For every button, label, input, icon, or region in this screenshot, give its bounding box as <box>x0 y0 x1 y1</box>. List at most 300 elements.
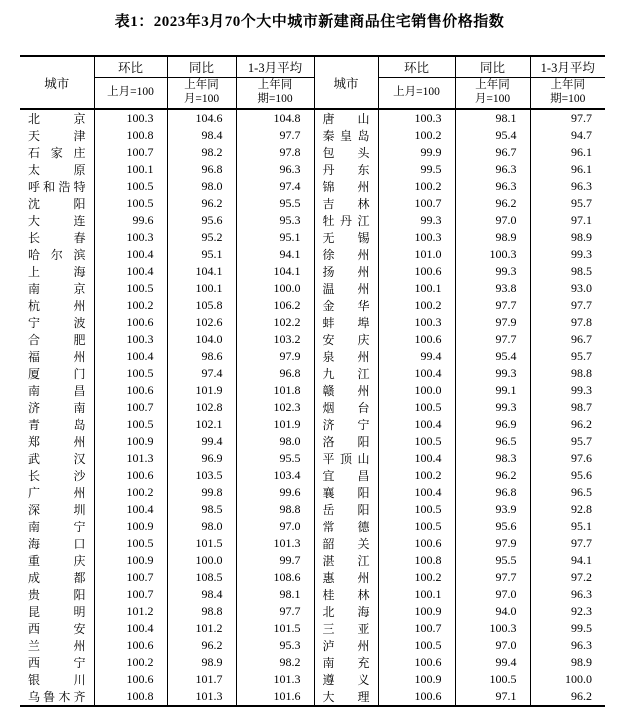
mom-value-right: 100.4 <box>378 365 455 382</box>
mom-value-left: 100.5 <box>94 195 167 212</box>
city-cell-right: 宜 昌 <box>314 467 378 484</box>
mom-value-left: 100.2 <box>94 654 167 671</box>
table-row <box>20 348 605 365</box>
price-index-table <box>20 55 605 707</box>
yoy-value-left: 98.0 <box>167 178 236 195</box>
mom-value-left: 100.9 <box>94 433 167 450</box>
table-row <box>20 195 605 212</box>
yoy-value-right: 96.2 <box>455 467 530 484</box>
city-cell-left: 武 汉 <box>20 450 94 467</box>
city-cell-left: 南 昌 <box>20 382 94 399</box>
yoy-value-left: 98.9 <box>167 654 236 671</box>
city-cell-right: 蚌 埠 <box>314 314 378 331</box>
page-title: 表1：2023年3月70个大中城市新建商品住宅销售价格指数 <box>114 14 505 30</box>
yoy-value-right: 97.1 <box>455 688 530 706</box>
city-cell-right: 韶 关 <box>314 535 378 552</box>
yoy-value-right: 97.7 <box>455 297 530 314</box>
yoy-value-right: 100.5 <box>455 671 530 688</box>
avg-value-right: 95.7 <box>530 433 605 450</box>
city-cell-right: 湛 江 <box>314 552 378 569</box>
avg-value-left: 97.7 <box>236 127 314 144</box>
city-cell-left: 合 肥 <box>20 331 94 348</box>
yoy-value-right: 96.3 <box>455 178 530 195</box>
city-cell-left: 西 宁 <box>20 654 94 671</box>
city-cell-left: 乌 鲁 木 齐 <box>20 688 94 706</box>
mom-value-left: 100.4 <box>94 501 167 518</box>
city-cell-left: 重 庆 <box>20 552 94 569</box>
city-cell-right: 赣 州 <box>314 382 378 399</box>
table-row <box>20 212 605 229</box>
city-cell-left: 杭 州 <box>20 297 94 314</box>
avg-value-right: 97.2 <box>530 569 605 586</box>
table-row <box>20 331 605 348</box>
table-row <box>20 484 605 501</box>
yoy-value-left: 96.9 <box>167 450 236 467</box>
avg-value-right: 96.1 <box>530 161 605 178</box>
avg-value-right: 98.7 <box>530 399 605 416</box>
avg-value-right: 92.3 <box>530 603 605 620</box>
city-cell-right: 唐 山 <box>314 109 378 127</box>
city-cell-right: 洛 阳 <box>314 433 378 450</box>
city-cell-left: 济 南 <box>20 399 94 416</box>
mom-value-left: 100.7 <box>94 144 167 161</box>
avg-value-left: 97.8 <box>236 144 314 161</box>
avg-value-right: 97.7 <box>530 109 605 127</box>
table-header <box>20 56 605 109</box>
avg-value-right: 94.7 <box>530 127 605 144</box>
table-row <box>20 127 605 144</box>
yoy-value-right: 96.5 <box>455 433 530 450</box>
city-cell-right: 惠 州 <box>314 569 378 586</box>
city-cell-right: 襄 阳 <box>314 484 378 501</box>
mom-value-right: 100.9 <box>378 671 455 688</box>
table-row <box>20 671 605 688</box>
yoy-value-left: 102.1 <box>167 416 236 433</box>
city-cell-right: 温 州 <box>314 280 378 297</box>
table-row <box>20 518 605 535</box>
yoy-value-right: 93.9 <box>455 501 530 518</box>
mom-value-left: 100.4 <box>94 348 167 365</box>
yoy-value-left: 96.2 <box>167 637 236 654</box>
yoy-value-right: 97.9 <box>455 535 530 552</box>
yoy-value-left: 98.8 <box>167 603 236 620</box>
table-row <box>20 688 605 706</box>
yoy-value-left: 95.2 <box>167 229 236 246</box>
yoy-value-right: 93.8 <box>455 280 530 297</box>
city-cell-left: 厦 门 <box>20 365 94 382</box>
table-row <box>20 654 605 671</box>
header-city-left: 城市 <box>20 56 94 109</box>
yoy-value-right: 96.3 <box>455 161 530 178</box>
city-cell-left: 郑 州 <box>20 433 94 450</box>
table-row <box>20 297 605 314</box>
mom-value-left: 100.4 <box>94 246 167 263</box>
city-cell-right: 烟 台 <box>314 399 378 416</box>
avg-value-right: 96.5 <box>530 484 605 501</box>
city-cell-right: 徐 州 <box>314 246 378 263</box>
mom-value-right: 100.6 <box>378 688 455 706</box>
avg-value-right: 97.8 <box>530 314 605 331</box>
yoy-value-left: 101.7 <box>167 671 236 688</box>
mom-value-left: 100.5 <box>94 178 167 195</box>
city-cell-left: 长 沙 <box>20 467 94 484</box>
yoy-value-right: 96.8 <box>455 484 530 501</box>
mom-value-right: 100.1 <box>378 586 455 603</box>
mom-value-left: 100.1 <box>94 161 167 178</box>
table-row <box>20 569 605 586</box>
avg-value-right: 96.3 <box>530 637 605 654</box>
mom-value-left: 100.9 <box>94 552 167 569</box>
table-row <box>20 109 605 127</box>
city-cell-left: 广 州 <box>20 484 94 501</box>
avg-value-left: 95.3 <box>236 637 314 654</box>
avg-value-right: 95.6 <box>530 467 605 484</box>
avg-value-left: 96.3 <box>236 161 314 178</box>
city-cell-right: 大 理 <box>314 688 378 706</box>
city-cell-right: 三 亚 <box>314 620 378 637</box>
avg-value-left: 104.1 <box>236 263 314 280</box>
mom-value-right: 100.6 <box>378 263 455 280</box>
mom-value-left: 100.7 <box>94 569 167 586</box>
table-row <box>20 314 605 331</box>
avg-value-left: 103.4 <box>236 467 314 484</box>
avg-value-right: 100.0 <box>530 671 605 688</box>
city-cell-right: 常 德 <box>314 518 378 535</box>
header-avg-base-left: 上年同 期=100 <box>236 78 314 110</box>
avg-value-left: 101.6 <box>236 688 314 706</box>
avg-value-right: 96.2 <box>530 416 605 433</box>
table-row <box>20 433 605 450</box>
table-row <box>20 399 605 416</box>
city-cell-left: 呼 和 浩 特 <box>20 178 94 195</box>
mom-value-left: 100.6 <box>94 467 167 484</box>
mom-value-left: 101.3 <box>94 450 167 467</box>
header-yoy-left: 同比 <box>167 56 236 78</box>
avg-value-left: 104.8 <box>236 109 314 127</box>
mom-value-right: 100.4 <box>378 484 455 501</box>
city-cell-left: 南 宁 <box>20 518 94 535</box>
mom-value-right: 100.8 <box>378 552 455 569</box>
table-row <box>20 382 605 399</box>
city-cell-left: 成 都 <box>20 569 94 586</box>
yoy-value-left: 97.4 <box>167 365 236 382</box>
yoy-value-left: 101.2 <box>167 620 236 637</box>
yoy-value-left: 95.6 <box>167 212 236 229</box>
city-cell-right: 济 宁 <box>314 416 378 433</box>
mom-value-right: 100.6 <box>378 654 455 671</box>
yoy-value-right: 95.4 <box>455 127 530 144</box>
header-mom-right: 环比 <box>378 56 455 78</box>
avg-value-left: 108.6 <box>236 569 314 586</box>
city-cell-left: 太 原 <box>20 161 94 178</box>
yoy-value-right: 99.3 <box>455 399 530 416</box>
city-cell-left: 天 津 <box>20 127 94 144</box>
mom-value-right: 100.5 <box>378 637 455 654</box>
mom-value-right: 100.0 <box>378 382 455 399</box>
yoy-value-left: 103.5 <box>167 467 236 484</box>
mom-value-right: 100.7 <box>378 620 455 637</box>
yoy-value-right: 98.1 <box>455 109 530 127</box>
avg-value-right: 98.8 <box>530 365 605 382</box>
yoy-value-left: 98.0 <box>167 518 236 535</box>
yoy-value-left: 101.5 <box>167 535 236 552</box>
yoy-value-right: 100.3 <box>455 246 530 263</box>
mom-value-right: 100.9 <box>378 603 455 620</box>
avg-value-left: 99.7 <box>236 552 314 569</box>
header-mom-base-right: 上月=100 <box>378 78 455 110</box>
yoy-value-right: 100.3 <box>455 620 530 637</box>
city-cell-right: 金 华 <box>314 297 378 314</box>
city-cell-left: 哈 尔 滨 <box>20 246 94 263</box>
mom-value-left: 100.3 <box>94 229 167 246</box>
avg-value-right: 98.9 <box>530 229 605 246</box>
city-cell-left: 银 川 <box>20 671 94 688</box>
avg-value-left: 94.1 <box>236 246 314 263</box>
mom-value-left: 100.5 <box>94 365 167 382</box>
avg-value-right: 99.5 <box>530 620 605 637</box>
avg-value-left: 95.3 <box>236 212 314 229</box>
yoy-value-left: 101.3 <box>167 688 236 706</box>
header-mom-base-left: 上月=100 <box>94 78 167 110</box>
mom-value-right: 100.5 <box>378 518 455 535</box>
yoy-value-right: 97.7 <box>455 331 530 348</box>
table-row <box>20 178 605 195</box>
yoy-value-right: 96.9 <box>455 416 530 433</box>
avg-value-left: 96.8 <box>236 365 314 382</box>
avg-value-right: 94.1 <box>530 552 605 569</box>
mom-value-left: 100.4 <box>94 263 167 280</box>
city-cell-right: 泸 州 <box>314 637 378 654</box>
city-cell-left: 大 连 <box>20 212 94 229</box>
city-cell-left: 深 圳 <box>20 501 94 518</box>
mom-value-right: 100.4 <box>378 450 455 467</box>
yoy-value-left: 98.6 <box>167 348 236 365</box>
mom-value-right: 100.2 <box>378 569 455 586</box>
mom-value-right: 100.1 <box>378 280 455 297</box>
mom-value-left: 100.6 <box>94 637 167 654</box>
city-cell-left: 海 口 <box>20 535 94 552</box>
header-yoy-base-left: 上年同 月=100 <box>167 78 236 110</box>
avg-value-left: 95.5 <box>236 450 314 467</box>
city-cell-right: 北 海 <box>314 603 378 620</box>
table-row <box>20 365 605 382</box>
avg-value-left: 95.5 <box>236 195 314 212</box>
city-cell-right: 牡 丹 江 <box>314 212 378 229</box>
yoy-value-right: 97.0 <box>455 212 530 229</box>
yoy-value-right: 96.2 <box>455 195 530 212</box>
city-cell-left: 兰 州 <box>20 637 94 654</box>
header-avg-left: 1-3月平均 <box>236 56 314 78</box>
table-row <box>20 229 605 246</box>
avg-value-right: 97.1 <box>530 212 605 229</box>
yoy-value-right: 99.3 <box>455 365 530 382</box>
city-cell-left: 沈 阳 <box>20 195 94 212</box>
avg-value-left: 102.3 <box>236 399 314 416</box>
mom-value-left: 100.3 <box>94 109 167 127</box>
table-row <box>20 280 605 297</box>
avg-value-right: 96.3 <box>530 178 605 195</box>
avg-value-left: 98.1 <box>236 586 314 603</box>
mom-value-right: 100.2 <box>378 127 455 144</box>
yoy-value-right: 99.1 <box>455 382 530 399</box>
avg-value-left: 101.8 <box>236 382 314 399</box>
table-row <box>20 620 605 637</box>
table-row <box>20 246 605 263</box>
yoy-value-right: 97.0 <box>455 586 530 603</box>
yoy-value-right: 95.6 <box>455 518 530 535</box>
mom-value-left: 100.6 <box>94 314 167 331</box>
avg-value-left: 97.9 <box>236 348 314 365</box>
mom-value-left: 100.3 <box>94 331 167 348</box>
avg-value-right: 96.3 <box>530 586 605 603</box>
table-row <box>20 263 605 280</box>
city-cell-left: 北 京 <box>20 109 94 127</box>
avg-value-right: 95.7 <box>530 348 605 365</box>
mom-value-right: 100.2 <box>378 178 455 195</box>
avg-value-left: 101.9 <box>236 416 314 433</box>
city-cell-left: 西 安 <box>20 620 94 637</box>
yoy-value-left: 99.4 <box>167 433 236 450</box>
avg-value-right: 98.9 <box>530 654 605 671</box>
city-cell-left: 上 海 <box>20 263 94 280</box>
table-row <box>20 501 605 518</box>
avg-value-left: 100.0 <box>236 280 314 297</box>
city-cell-right: 平 顶 山 <box>314 450 378 467</box>
mom-value-left: 100.5 <box>94 416 167 433</box>
table-row <box>20 637 605 654</box>
avg-value-left: 103.2 <box>236 331 314 348</box>
yoy-value-right: 94.0 <box>455 603 530 620</box>
mom-value-left: 100.8 <box>94 688 167 706</box>
mom-value-right: 100.2 <box>378 297 455 314</box>
mom-value-left: 100.5 <box>94 535 167 552</box>
yoy-value-right: 95.4 <box>455 348 530 365</box>
avg-value-right: 96.1 <box>530 144 605 161</box>
mom-value-left: 100.4 <box>94 620 167 637</box>
city-cell-right: 岳 阳 <box>314 501 378 518</box>
yoy-value-left: 96.8 <box>167 161 236 178</box>
mom-value-left: 100.7 <box>94 586 167 603</box>
avg-value-left: 102.2 <box>236 314 314 331</box>
city-cell-left: 青 岛 <box>20 416 94 433</box>
header-avg-right: 1-3月平均 <box>530 56 605 78</box>
city-cell-left: 南 京 <box>20 280 94 297</box>
city-cell-right: 九 江 <box>314 365 378 382</box>
avg-value-right: 97.6 <box>530 450 605 467</box>
mom-value-left: 100.6 <box>94 671 167 688</box>
city-cell-right: 吉 林 <box>314 195 378 212</box>
yoy-value-left: 98.4 <box>167 586 236 603</box>
city-cell-left: 石 家 庄 <box>20 144 94 161</box>
table-row <box>20 535 605 552</box>
yoy-value-left: 101.9 <box>167 382 236 399</box>
mom-value-right: 99.4 <box>378 348 455 365</box>
yoy-value-left: 104.1 <box>167 263 236 280</box>
header-mom-left: 环比 <box>94 56 167 78</box>
city-cell-right: 桂 林 <box>314 586 378 603</box>
header-yoy-right: 同比 <box>455 56 530 78</box>
avg-value-right: 93.0 <box>530 280 605 297</box>
avg-value-left: 97.4 <box>236 178 314 195</box>
avg-value-left: 101.3 <box>236 671 314 688</box>
yoy-value-left: 98.2 <box>167 144 236 161</box>
avg-value-left: 101.3 <box>236 535 314 552</box>
yoy-value-left: 104.0 <box>167 331 236 348</box>
mom-value-left: 100.9 <box>94 518 167 535</box>
yoy-value-left: 102.8 <box>167 399 236 416</box>
yoy-value-left: 108.5 <box>167 569 236 586</box>
yoy-value-right: 97.7 <box>455 569 530 586</box>
mom-value-right: 100.6 <box>378 331 455 348</box>
yoy-value-left: 102.6 <box>167 314 236 331</box>
avg-value-left: 95.1 <box>236 229 314 246</box>
yoy-value-right: 98.3 <box>455 450 530 467</box>
table-row <box>20 586 605 603</box>
mom-value-right: 100.4 <box>378 416 455 433</box>
mom-value-right: 100.5 <box>378 433 455 450</box>
table-body <box>20 109 605 706</box>
mom-value-left: 100.2 <box>94 484 167 501</box>
avg-value-left: 98.8 <box>236 501 314 518</box>
city-cell-right: 丹 东 <box>314 161 378 178</box>
table-row <box>20 161 605 178</box>
table-row <box>20 450 605 467</box>
city-cell-right: 泉 州 <box>314 348 378 365</box>
table-row <box>20 552 605 569</box>
header-city-right: 城市 <box>314 56 378 109</box>
mom-value-right: 100.5 <box>378 399 455 416</box>
avg-value-right: 92.8 <box>530 501 605 518</box>
avg-value-left: 97.0 <box>236 518 314 535</box>
table-row <box>20 144 605 161</box>
yoy-value-right: 99.3 <box>455 263 530 280</box>
avg-value-left: 99.6 <box>236 484 314 501</box>
city-cell-right: 无 锡 <box>314 229 378 246</box>
city-cell-right: 扬 州 <box>314 263 378 280</box>
avg-value-right: 97.7 <box>530 297 605 314</box>
mom-value-left: 99.6 <box>94 212 167 229</box>
header-avg-base-right: 上年同 期=100 <box>530 78 605 110</box>
avg-value-right: 99.3 <box>530 246 605 263</box>
avg-value-right: 97.7 <box>530 535 605 552</box>
avg-value-right: 95.1 <box>530 518 605 535</box>
mom-value-right: 99.9 <box>378 144 455 161</box>
yoy-value-left: 95.1 <box>167 246 236 263</box>
mom-value-left: 100.8 <box>94 127 167 144</box>
avg-value-right: 96.2 <box>530 688 605 706</box>
yoy-value-right: 98.9 <box>455 229 530 246</box>
yoy-value-left: 98.4 <box>167 127 236 144</box>
mom-value-left: 100.5 <box>94 280 167 297</box>
city-cell-right: 包 头 <box>314 144 378 161</box>
city-cell-left: 贵 阳 <box>20 586 94 603</box>
mom-value-left: 100.2 <box>94 297 167 314</box>
city-cell-left: 福 州 <box>20 348 94 365</box>
mom-value-left: 100.6 <box>94 382 167 399</box>
avg-value-right: 95.7 <box>530 195 605 212</box>
mom-value-right: 100.2 <box>378 467 455 484</box>
mom-value-left: 100.7 <box>94 399 167 416</box>
yoy-value-right: 99.4 <box>455 654 530 671</box>
mom-value-right: 100.7 <box>378 195 455 212</box>
mom-value-right: 100.3 <box>378 229 455 246</box>
mom-value-right: 99.5 <box>378 161 455 178</box>
yoy-value-right: 95.5 <box>455 552 530 569</box>
city-cell-right: 安 庆 <box>314 331 378 348</box>
yoy-value-left: 100.1 <box>167 280 236 297</box>
yoy-value-right: 97.9 <box>455 314 530 331</box>
city-cell-right: 南 充 <box>314 654 378 671</box>
